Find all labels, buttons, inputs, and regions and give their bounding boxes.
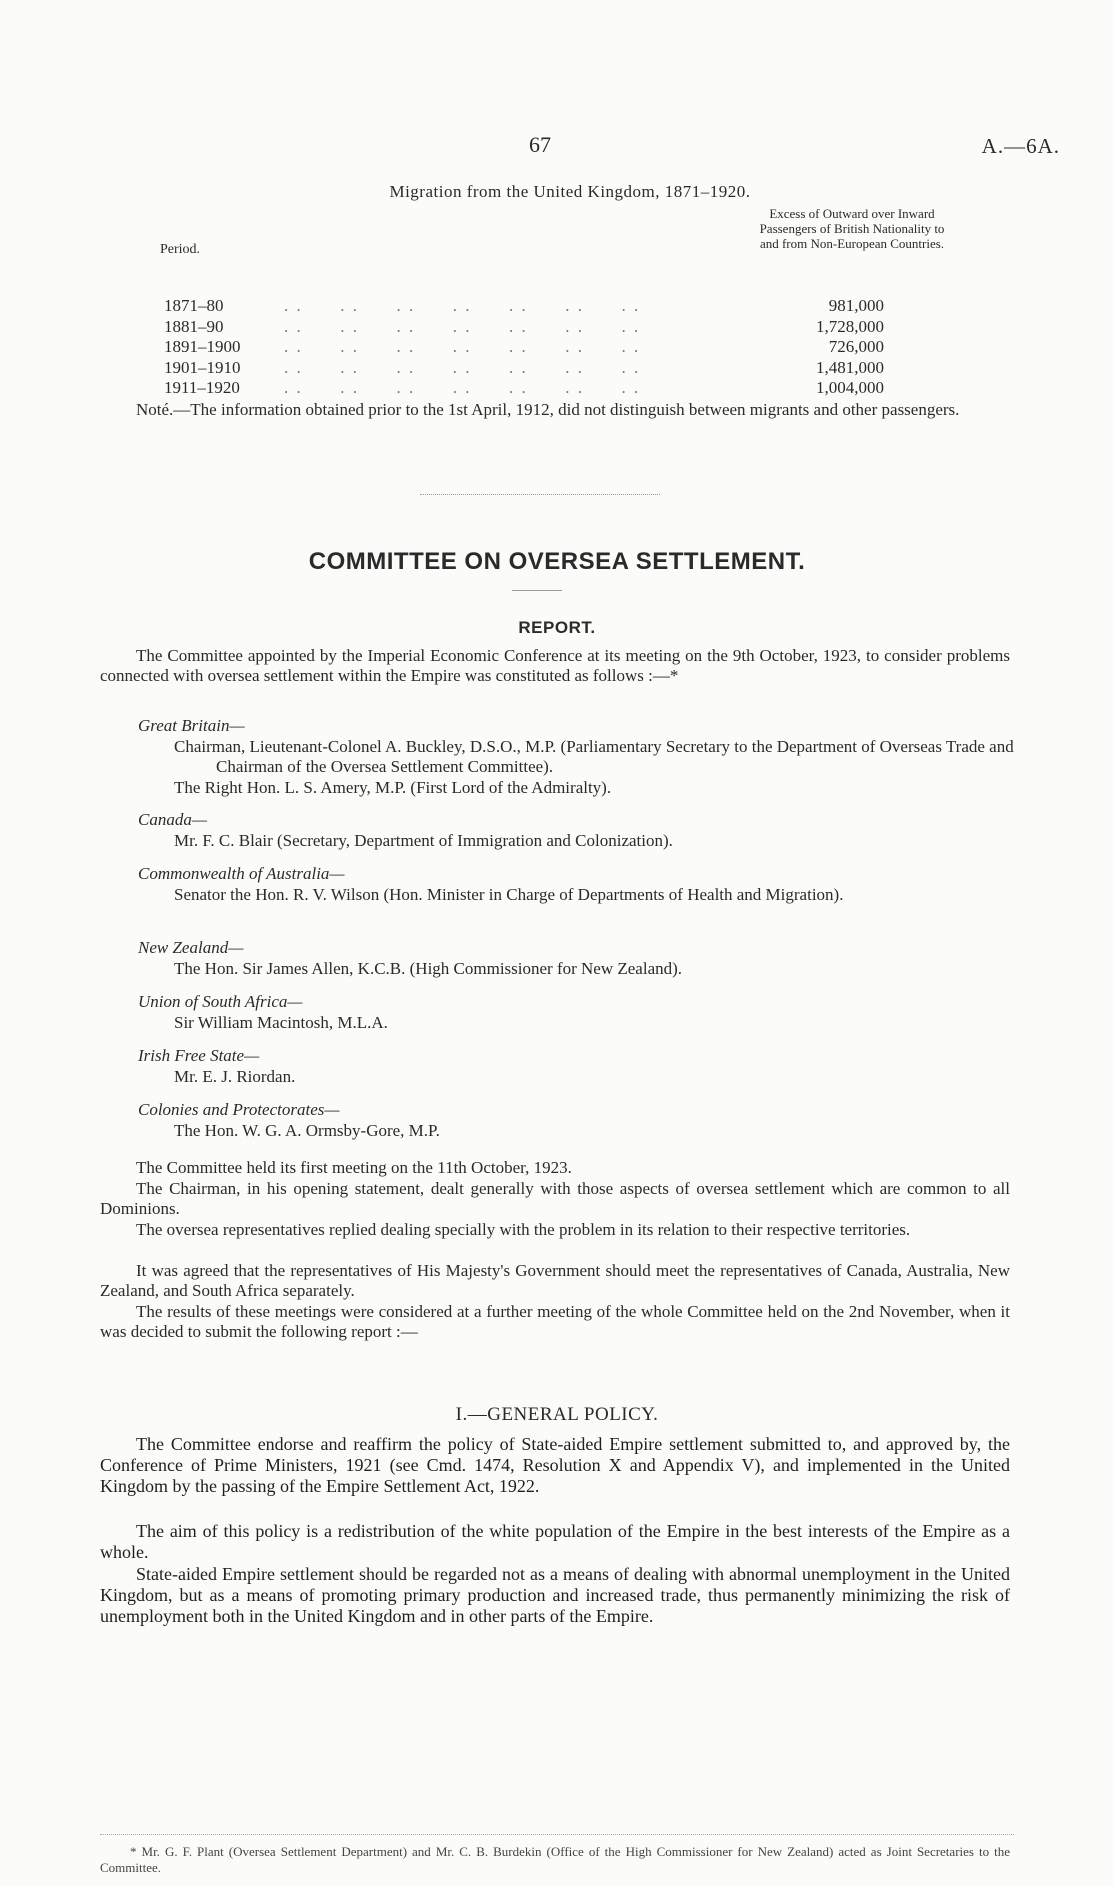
section-divider — [420, 494, 660, 495]
committee-paragraph: It was agreed that the representatives of His Majesty's Government should meet the representatives of Canada, Australia, New Zealand, and South Africa separately. — [100, 1261, 1010, 1300]
member-entry: Chairman, Lieutenant-Colonel A. Buckley, D.S.O., M.P. (Parliamentary Secretary to the Department of Overseas Trade and Chairman of the Oversea Settlement Committee). — [174, 737, 1014, 776]
page-number: 67 — [529, 132, 551, 157]
country-label-irish-free-state: Irish Free State— — [138, 1046, 260, 1065]
report-heading: REPORT. — [518, 618, 596, 637]
value-cell: 1,481,000 — [816, 357, 884, 377]
member-entry: Senator the Hon. R. V. Wilson (Hon. Minister in Charge of Departments of Health and Migration). — [174, 885, 844, 904]
period-cell: 1901–1910 — [164, 357, 241, 377]
leader-dots: . . . . . . . . . . . . . . — [284, 296, 641, 315]
footnote: * Mr. G. F. Plant (Oversea Settlement Department) and Mr. C. B. Burdekin (Office of the High Commissioner for New Zealand) acted as Joint Secretaries to the Committee. — [100, 1844, 1010, 1875]
table-row — [164, 317, 924, 338]
member-entry: Mr. E. J. Riordan. — [174, 1067, 296, 1086]
title-rule — [512, 590, 562, 591]
value-cell: 726,000 — [828, 337, 884, 356]
committee-paragraph: The oversea representatives replied dealing specially with the problem in its relation to their respective territories. — [136, 1220, 911, 1239]
committee-paragraph: The Committee held its first meeting on the 11th October, 1923. — [136, 1158, 572, 1177]
value-cell: 1,004,000 — [816, 378, 884, 397]
footnote-divider — [100, 1834, 1014, 1835]
member-entry: The Right Hon. L. S. Amery, M.P. (First Lord of the Admiralty). — [174, 778, 612, 797]
period-cell: 1871–80 — [164, 296, 224, 315]
table-row — [164, 337, 924, 358]
value-cell: 1,728,000 — [816, 316, 884, 336]
member-entry: Mr. F. C. Blair (Secretary, Department of Immigration and Colonization). — [174, 831, 673, 850]
country-label-new-zealand: New Zealand— — [138, 938, 244, 957]
policy-paragraph: The aim of this policy is a redistribution of the white population of the Empire in the best interests of the Empire as a whole. — [100, 1521, 1010, 1562]
country-label-colonies: Colonies and Protectorates— — [138, 1100, 340, 1119]
policy-paragraph: State-aided Empire settlement should be regarded not as a means of dealing with abnormal unemployment in the United Kingdom, but as a means of promoting primary production and increased trade, thus permanently minimizing the risk of unemployment both in the United Kingdom and in other parts of the Empire. — [100, 1564, 1010, 1626]
leader-dots: . . . . . . . . . . . . . . — [284, 357, 641, 377]
member-entry: Sir William Macintosh, M.L.A. — [174, 1013, 388, 1032]
intro-paragraph: The Committee appointed by the Imperial Economic Conference at its meeting on the 9th October, 1923, to consider problems connected with oversea settlement within the Empire was constituted as follows :—* — [100, 646, 1010, 685]
column-header-excess: Excess of Outward over Inward Passengers of British Nationality to and from Non-European Countries. — [759, 206, 945, 251]
member-entry: The Hon. Sir James Allen, K.C.B. (High Commissioner for New Zealand). — [174, 959, 683, 978]
member-entry: The Hon. W. G. A. Ormsby-Gore, M.P. — [174, 1121, 440, 1140]
country-label-great-britain: Great Britain— — [138, 716, 245, 735]
committee-title: COMMITTEE ON OVERSEA SETTLEMENT. — [308, 548, 806, 575]
committee-paragraph: The Chairman, in his opening statement, dealt generally with those aspects of oversea settlement which are common to all Dominions. — [100, 1179, 1010, 1218]
leader-dots: . . . . . . . . . . . . . . — [284, 337, 641, 356]
migration-table-title: Migration from the United Kingdom, 1871–1920. — [389, 182, 751, 201]
document-reference: A.—6A. — [981, 134, 1060, 158]
period-cell: 1911–1920 — [164, 378, 240, 397]
migration-table — [164, 296, 924, 399]
committee-paragraph: The results of these meetings were considered at a further meeting of the whole Committee held on the 2nd November, when it was decided to submit the following report :— — [100, 1302, 1010, 1341]
general-policy-heading: I.—GENERAL POLICY. — [455, 1404, 659, 1425]
table-note: Noté.—The information obtained prior to the 1st April, 1912, did not distinguish between migrants and other passengers. — [136, 400, 960, 419]
column-header-period: Period. — [160, 242, 201, 257]
table-row — [164, 296, 924, 317]
value-cell: 981,000 — [828, 296, 884, 315]
leader-dots: . . . . . . . . . . . . . . — [284, 316, 641, 336]
table-row — [164, 378, 924, 399]
table-row — [164, 358, 924, 379]
policy-paragraph: The Committee endorse and reaffirm the policy of State-aided Empire settlement submitted to, and approved by, the Conference of Prime Ministers, 1921 (see Cmd. 1474, Resolution X and Appendix V), and implemented in the United Kingdom by the passing of the Empire Settlement Act, 1922. — [100, 1434, 1010, 1496]
period-cell: 1891–1900 — [164, 337, 241, 356]
country-label-australia: Commonwealth of Australia— — [138, 864, 345, 883]
country-label-canada: Canada— — [138, 810, 207, 829]
country-label-south-africa: Union of South Africa— — [138, 992, 303, 1011]
period-cell: 1881–90 — [164, 316, 224, 336]
leader-dots: . . . . . . . . . . . . . . — [284, 378, 641, 397]
